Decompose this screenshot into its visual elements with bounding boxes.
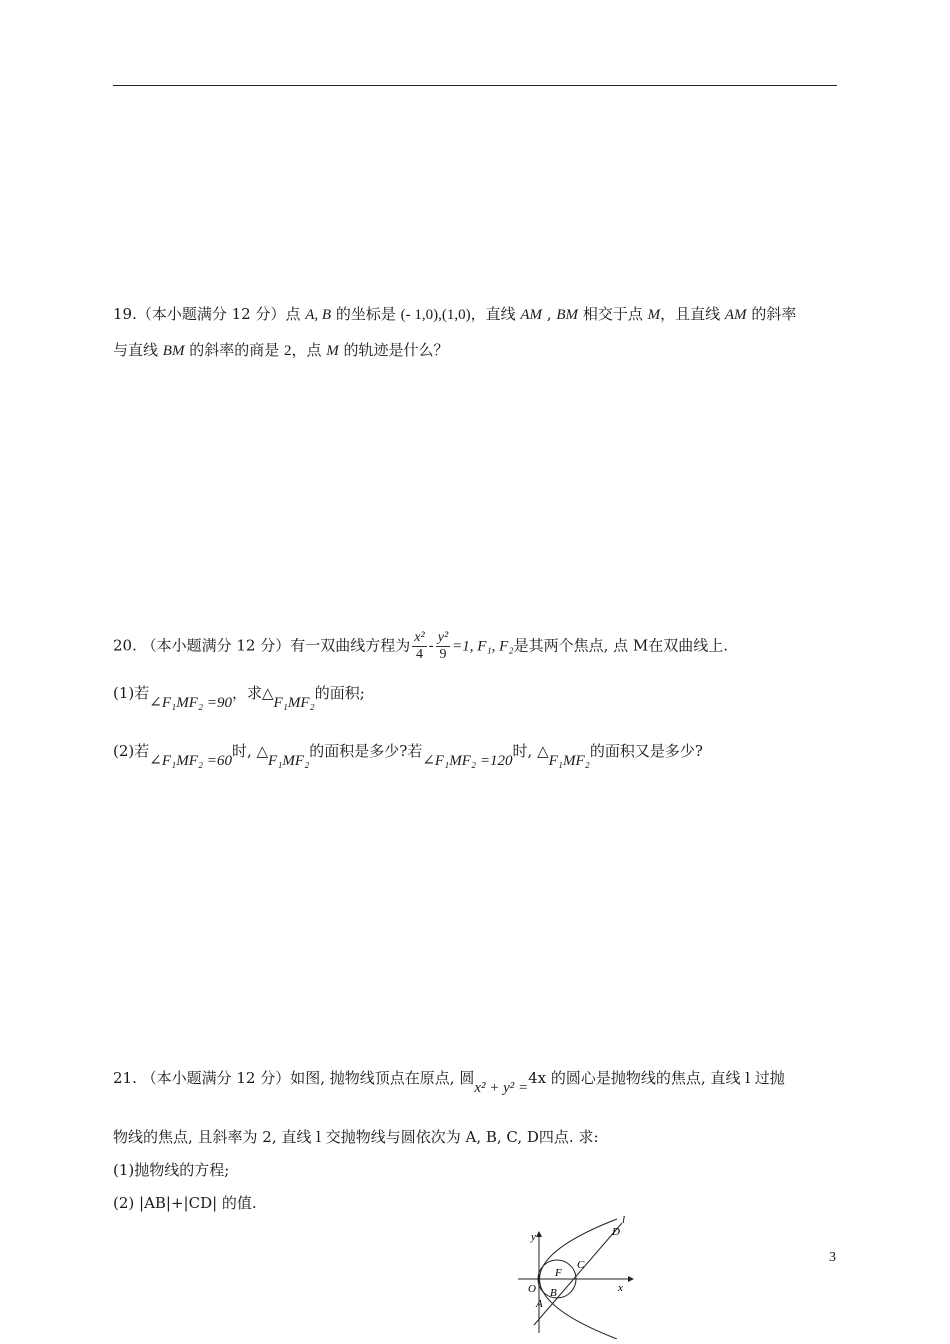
line-l	[534, 1223, 622, 1325]
q21-line4: (2) |AB|+|CD| 的值.	[113, 1194, 257, 1212]
fraction-y2-over-9: $\frac{\text{y²}}{9}$	[437, 630, 449, 662]
label-F: F	[555, 1267, 562, 1279]
q20-part2: (2)若∠F₁MF₂ =60时, △F₁MF₂的面积是多少?若∠F₁MF₂ =120时, △F₁MF₂的面积又是多少?	[113, 742, 703, 769]
x-axis-arrow	[628, 1276, 634, 1282]
label-O: O	[528, 1283, 536, 1295]
label-l: l	[622, 1214, 626, 1226]
label-C: C	[577, 1259, 585, 1271]
y-axis-arrow	[536, 1231, 542, 1237]
q20-intro: 20. （本小题满分 12 分）有一双曲线方程为 $\frac{\text{x²}}{4}$ - $\frac{\text{y²}}{9}$ =1, F₁, F₂是其两个焦点, 点 M在双曲线上.	[113, 630, 728, 662]
q21-line1: 21. （本小题满分 12 分）如图, 抛物线顶点在原点, 圆x² + y² =4x 的圆心是抛物线的焦点, 直线 l 过抛	[113, 1069, 785, 1096]
q19-line1: 19.（本小题满分 12 分）点 A, B 的坐标是 (- 1,0),(1,0)，直线 AM , BM 相交于点 M，且直线 AM 的斜率	[113, 305, 797, 323]
label-x: x	[618, 1282, 623, 1294]
label-A: A	[536, 1298, 543, 1310]
header-rule	[113, 85, 837, 86]
label-D: D	[612, 1226, 620, 1238]
label-B: B	[550, 1287, 557, 1299]
q21-line2: 物线的焦点, 且斜率为 2, 直线 l 交抛物线与圆依次为 A, B, C, D四点. 求:	[113, 1128, 599, 1146]
q21-line3: (1)抛物线的方程;	[113, 1161, 230, 1179]
q19-line2: 与直线 BM 的斜率的商是 2，点 M 的轨迹是什么？	[113, 341, 449, 359]
fraction-x2-over-4: $\frac{\text{x²}}{4}$	[414, 630, 425, 662]
page-number: 3	[829, 1250, 836, 1265]
q20-part1: (1)若∠F₁MF₂ =90，求△F₁MF₂的面积;	[113, 684, 365, 711]
parabola-circle-figure	[512, 1213, 642, 1339]
label-y: y	[531, 1231, 536, 1243]
